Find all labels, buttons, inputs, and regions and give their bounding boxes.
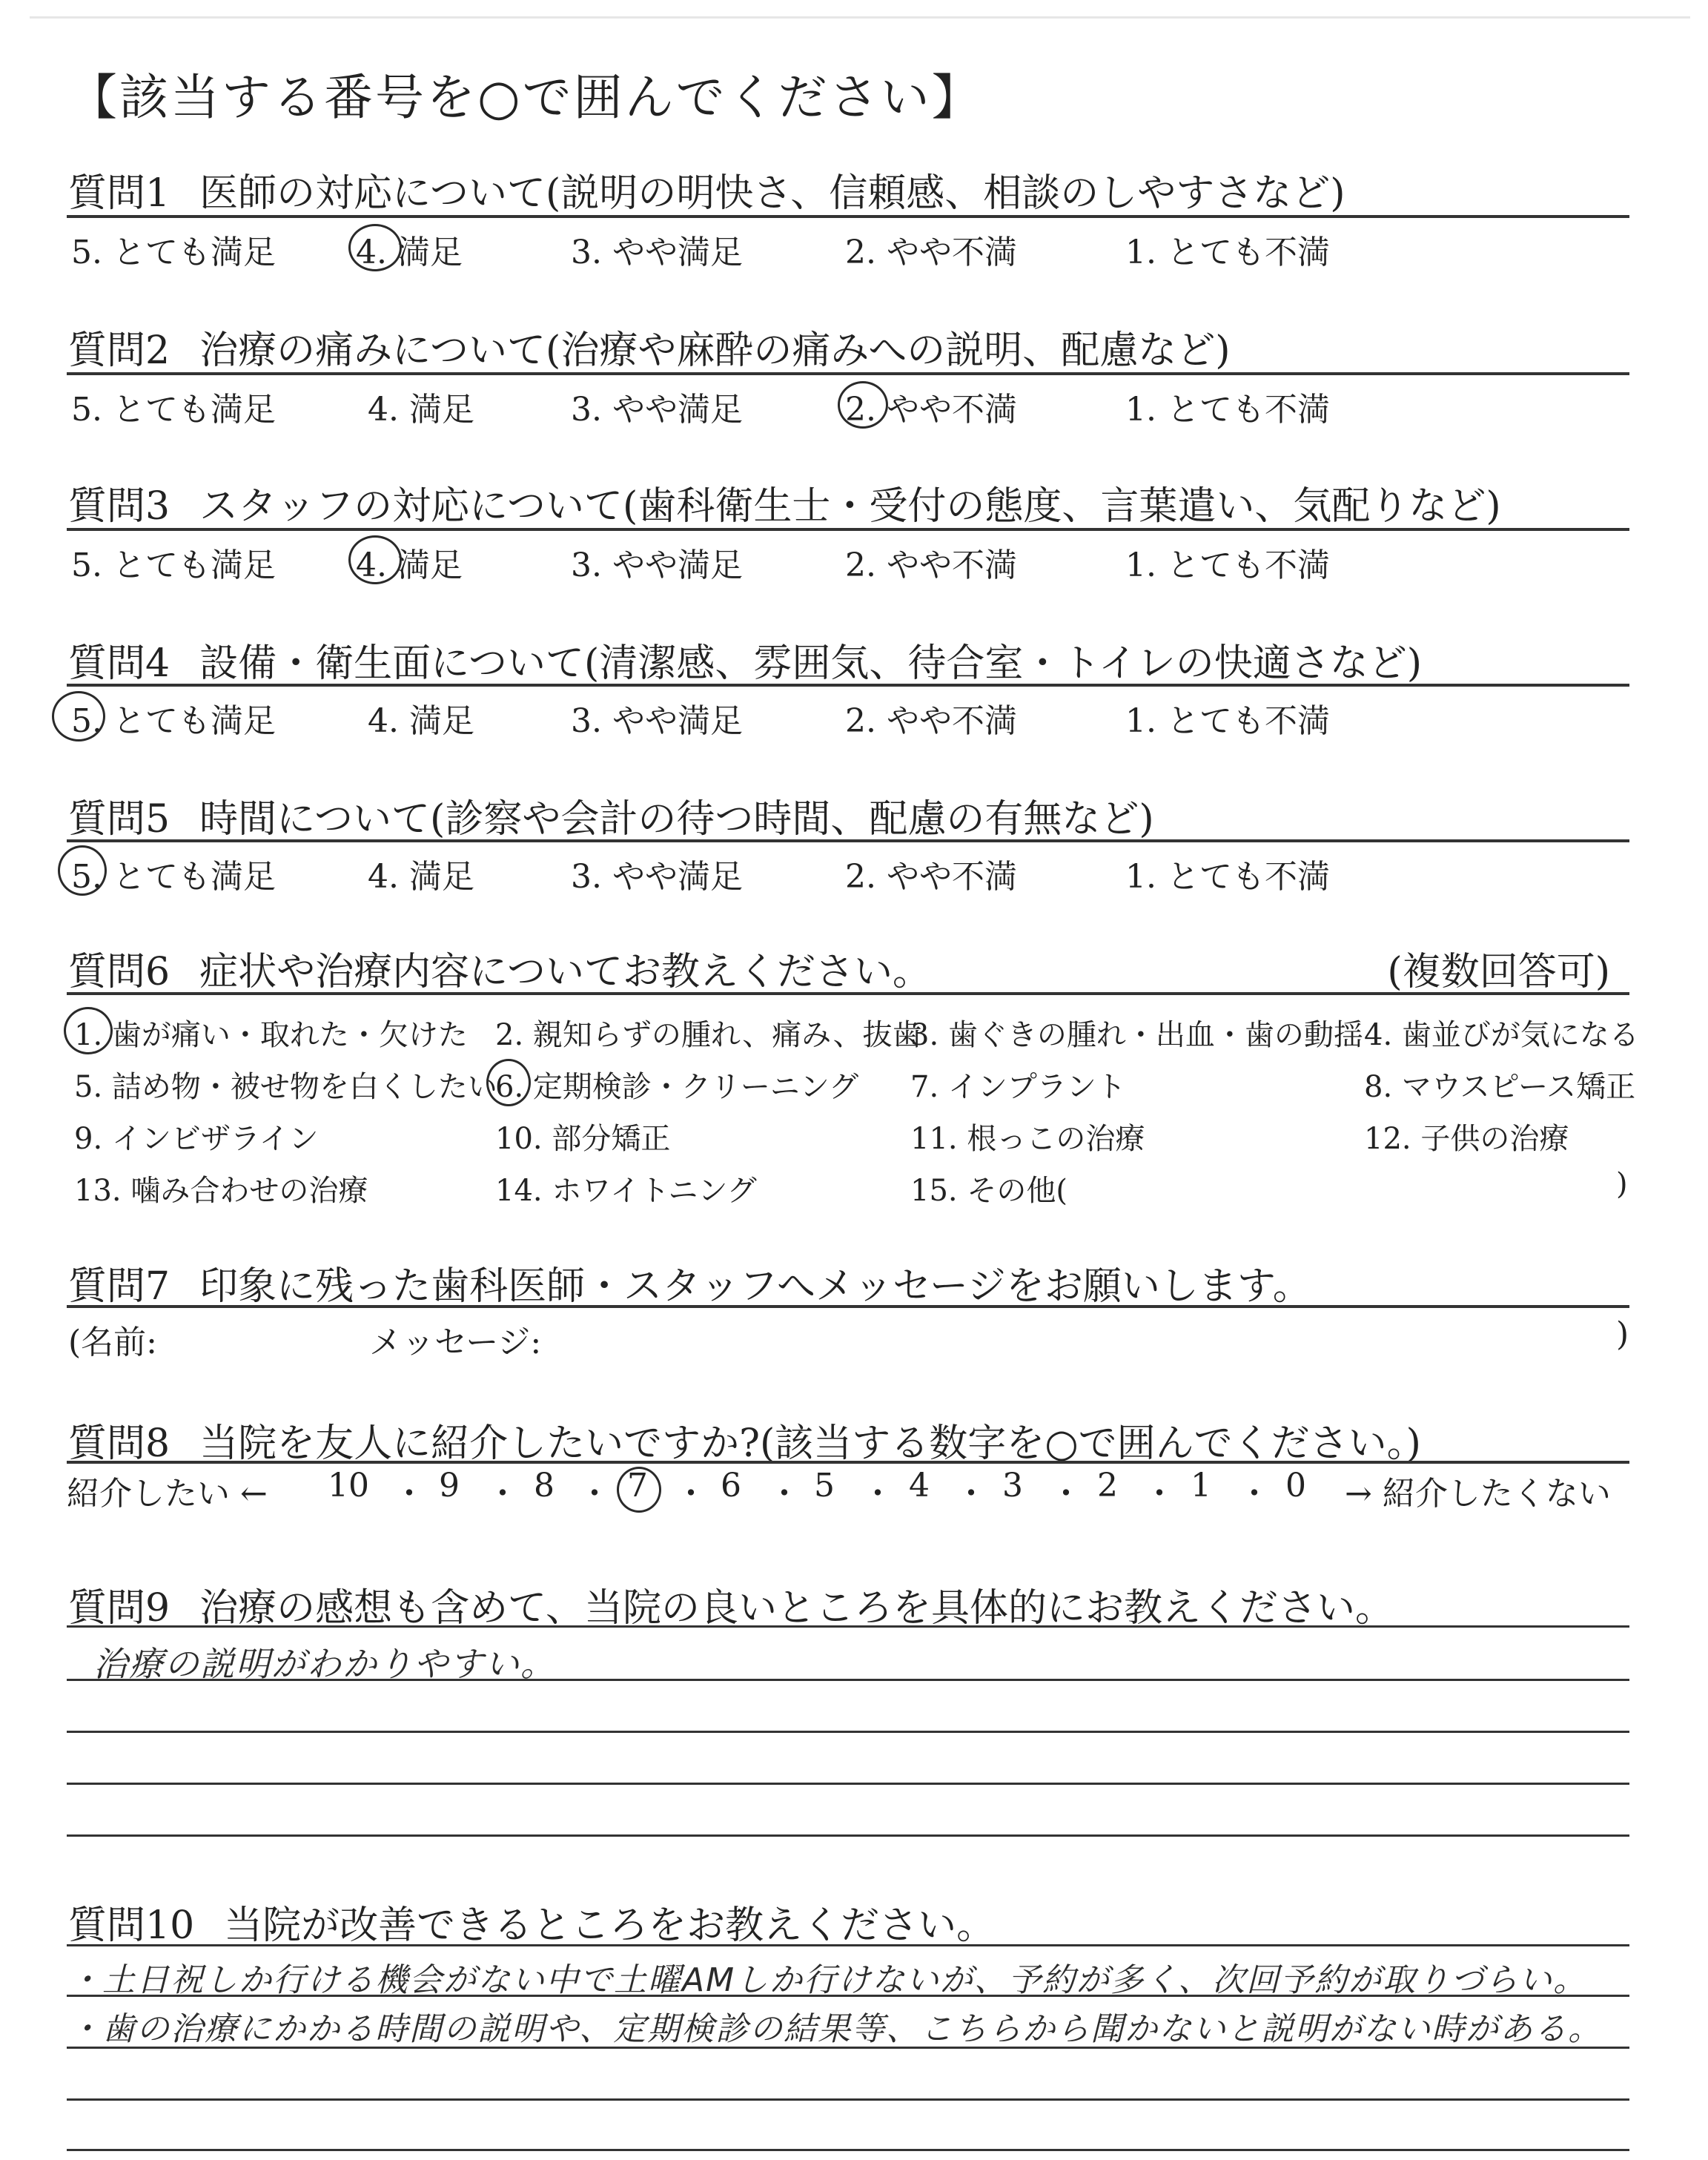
option-4[interactable]: 4. 満足: [368, 702, 474, 740]
question-8: [68, 1412, 1421, 1467]
symptom-option-9[interactable]: 9. インビザライン: [74, 1122, 319, 1156]
question-text: 医師の対応について(説明の明快さ、信頼感、相談のしやすさなど): [199, 171, 1345, 216]
option-4[interactable]: 4. 満足: [368, 858, 474, 896]
divider: [67, 372, 1629, 375]
scale-separator: ・: [955, 1475, 987, 1513]
selection-circle: [348, 535, 402, 584]
scale-value-3[interactable]: 3: [1002, 1467, 1023, 1505]
question-9: [68, 1576, 1394, 1632]
option-3[interactable]: 3. やや満足: [571, 858, 743, 896]
handwritten-answer[interactable]: ・歯の治療にかかる時間の説明や、定期検診の結果等、こちらから聞かないと説明がない時がある。: [68, 2010, 1603, 2048]
divider: [67, 839, 1629, 842]
message-close-paren: ): [1616, 1315, 1629, 1353]
question-text: 当院が改善できるところをお教えください。: [224, 1903, 996, 1948]
question-6: [68, 940, 1610, 996]
symptom-option-6[interactable]: 6. 定期検診・クリーニング: [495, 1070, 859, 1104]
symptom-option-4[interactable]: 4. 歯並びが気になる: [1364, 1018, 1639, 1052]
divider: [67, 528, 1629, 531]
question-2: [68, 319, 1231, 374]
answer-line: [67, 2149, 1629, 2151]
symptom-option-15[interactable]: 15. その他(: [910, 1174, 1068, 1208]
question-1: [68, 162, 1345, 217]
question-text: 治療の感想も含めて、当院の良いところを具体的にお教えください。: [199, 1586, 1394, 1631]
question-text: スタッフの対応について(歯科衛生士・受付の態度、言葉遣い、気配りなど): [199, 484, 1501, 529]
divider: [67, 684, 1629, 687]
answer-line: [67, 1679, 1629, 1681]
scale-value-4[interactable]: 4: [909, 1467, 930, 1505]
question-text: 設備・衛生面について(清潔感、雰囲気、待合室・トイレの快適さなど): [199, 641, 1423, 686]
scale-left-label: 紹介したい ←: [67, 1475, 268, 1513]
option-3[interactable]: 3. やや満足: [571, 546, 743, 584]
name-label: (名前:: [68, 1324, 157, 1361]
question-number: 質問5: [68, 797, 171, 842]
selection-circle: [52, 691, 105, 742]
option-2[interactable]: 2. やや不満: [845, 858, 1017, 896]
option-3[interactable]: 3. やや満足: [571, 234, 743, 271]
option-2[interactable]: 2. やや不満: [845, 546, 1017, 584]
answer-line: [67, 1625, 1629, 1628]
symptom-option-8[interactable]: 8. マウスピース矯正: [1364, 1070, 1636, 1104]
option-3[interactable]: 3. やや満足: [571, 702, 743, 740]
option-1[interactable]: 1. とても不満: [1125, 702, 1330, 740]
selection-circle: [348, 224, 402, 271]
divider: [67, 992, 1629, 995]
answer-line: [67, 2047, 1629, 2049]
question-10: [68, 1894, 995, 1949]
option-4[interactable]: 4. 満足: [356, 546, 463, 584]
question-5: [68, 787, 1154, 843]
scale-value-7[interactable]: 7: [627, 1467, 648, 1505]
symptom-option-10[interactable]: 10. 部分矯正: [495, 1122, 671, 1156]
scale-separator: ・: [1143, 1475, 1176, 1513]
page-title: 【該当する番号を○で囲んでください】: [68, 69, 983, 126]
other-close-paren: ): [1616, 1167, 1628, 1201]
handwritten-answer[interactable]: ・土日祝しか行ける機会がない中で土曜AMしか行けないが、予約が多く、次回予約が取りづらい。: [68, 1961, 1588, 1999]
question-number: 質問10: [68, 1903, 195, 1948]
question-number: 質問9: [68, 1586, 171, 1631]
multiple-answers-note: (複数回答可): [1387, 950, 1610, 994]
selection-circle: [838, 381, 888, 429]
question-text: 時間について(診察や会計の待つ時間、配慮の有無など): [199, 797, 1154, 842]
option-5[interactable]: 5. とても満足: [71, 858, 276, 896]
option-5[interactable]: 5. とても満足: [71, 702, 276, 740]
answer-line: [67, 1944, 1629, 1946]
option-5[interactable]: 5. とても満足: [71, 391, 276, 429]
answer-line: [67, 1834, 1629, 1837]
question-number: 質問2: [68, 328, 171, 373]
scale-value-6[interactable]: 6: [721, 1467, 741, 1505]
question-7: [68, 1255, 1311, 1310]
answer-line: [67, 1783, 1629, 1785]
question-text: 治療の痛みについて(治療や麻酔の痛みへの説明、配慮など): [199, 328, 1231, 373]
scale-value-9[interactable]: 9: [439, 1467, 460, 1505]
scale-separator: ・: [486, 1475, 519, 1513]
question-number: 質問6: [68, 950, 171, 994]
scale-separator: ・: [768, 1475, 801, 1513]
scale-value-10[interactable]: 10: [328, 1467, 369, 1505]
scale-value-5[interactable]: 5: [814, 1467, 835, 1505]
answer-line: [67, 1731, 1629, 1733]
scale-separator: ・: [1238, 1475, 1271, 1513]
answer-line: [67, 2098, 1629, 2101]
question-text: 印象に残った歯科医師・スタッフへメッセージをお願いします。: [199, 1264, 1311, 1309]
option-5[interactable]: 5. とても満足: [71, 546, 276, 584]
option-2[interactable]: 2. やや不満: [845, 391, 1017, 429]
scale-separator: ・: [675, 1475, 707, 1513]
option-5[interactable]: 5. とても満足: [71, 234, 276, 271]
option-2[interactable]: 2. やや不満: [845, 702, 1017, 740]
symptom-option-2[interactable]: 2. 親知らずの腫れ、痛み、抜歯: [495, 1018, 922, 1052]
scale-separator: ・: [578, 1475, 611, 1513]
scale-separator: ・: [1050, 1475, 1082, 1513]
symptom-option-1[interactable]: 1. 歯が痛い・取れた・欠けた: [74, 1018, 468, 1052]
symptom-option-11[interactable]: 11. 根っこの治療: [910, 1122, 1145, 1156]
answer-line: [67, 1995, 1629, 1997]
question-number: 質問8: [68, 1421, 171, 1466]
question-number: 質問3: [68, 484, 171, 529]
divider: [67, 1305, 1629, 1308]
selection-circle: [58, 845, 107, 896]
option-1[interactable]: 1. とても不満: [1125, 234, 1330, 271]
option-3[interactable]: 3. やや満足: [571, 391, 743, 429]
option-4[interactable]: 4. 満足: [368, 391, 474, 429]
symptom-option-5[interactable]: 5. 詰め物・被せ物を白くしたい: [74, 1070, 497, 1104]
option-1[interactable]: 1. とても不満: [1125, 858, 1330, 896]
selection-circle: [64, 1007, 113, 1054]
symptom-option-14[interactable]: 14. ホワイトニング: [495, 1174, 757, 1208]
question-4: [68, 632, 1422, 687]
scale-separator: ・: [861, 1475, 894, 1513]
question-number: 質問4: [68, 641, 171, 686]
scale-value-2[interactable]: 2: [1097, 1467, 1118, 1505]
scale-value-8[interactable]: 8: [534, 1467, 555, 1505]
option-4[interactable]: 4. 満足: [356, 234, 463, 271]
top-border: [30, 16, 1690, 19]
question-3: [68, 475, 1501, 530]
symptom-option-7[interactable]: 7. インプラント: [910, 1070, 1126, 1104]
scale-separator: ・: [393, 1475, 426, 1513]
question-number: 質問1: [68, 171, 171, 216]
symptom-option-12[interactable]: 12. 子供の治療: [1364, 1122, 1569, 1156]
divider: [67, 215, 1629, 218]
divider: [67, 1461, 1629, 1464]
scale-value-1[interactable]: 1: [1191, 1467, 1211, 1505]
question-number: 質問7: [68, 1264, 171, 1309]
selection-circle: [617, 1467, 661, 1513]
selection-circle: [486, 1059, 531, 1106]
symptom-option-13[interactable]: 13. 噛み合わせの治療: [74, 1174, 368, 1208]
symptom-option-3[interactable]: 3. 歯ぐきの腫れ・出血・歯の動揺: [910, 1018, 1363, 1052]
option-1[interactable]: 1. とても不満: [1125, 391, 1330, 429]
handwritten-answer[interactable]: 治療の説明がわかりやすい。: [93, 1644, 556, 1684]
option-1[interactable]: 1. とても不満: [1125, 546, 1330, 584]
scale-right-label: → 紹介したくない: [1345, 1475, 1611, 1513]
scale-value-0[interactable]: 0: [1285, 1467, 1306, 1505]
question-text: 症状や治療内容についてお教えください。: [199, 950, 932, 994]
option-2[interactable]: 2. やや不満: [845, 234, 1017, 271]
question-text: 当院を友人に紹介したいですか?(該当する数字を○で囲んでください。): [199, 1421, 1421, 1466]
message-label: メッセージ:: [369, 1324, 542, 1361]
